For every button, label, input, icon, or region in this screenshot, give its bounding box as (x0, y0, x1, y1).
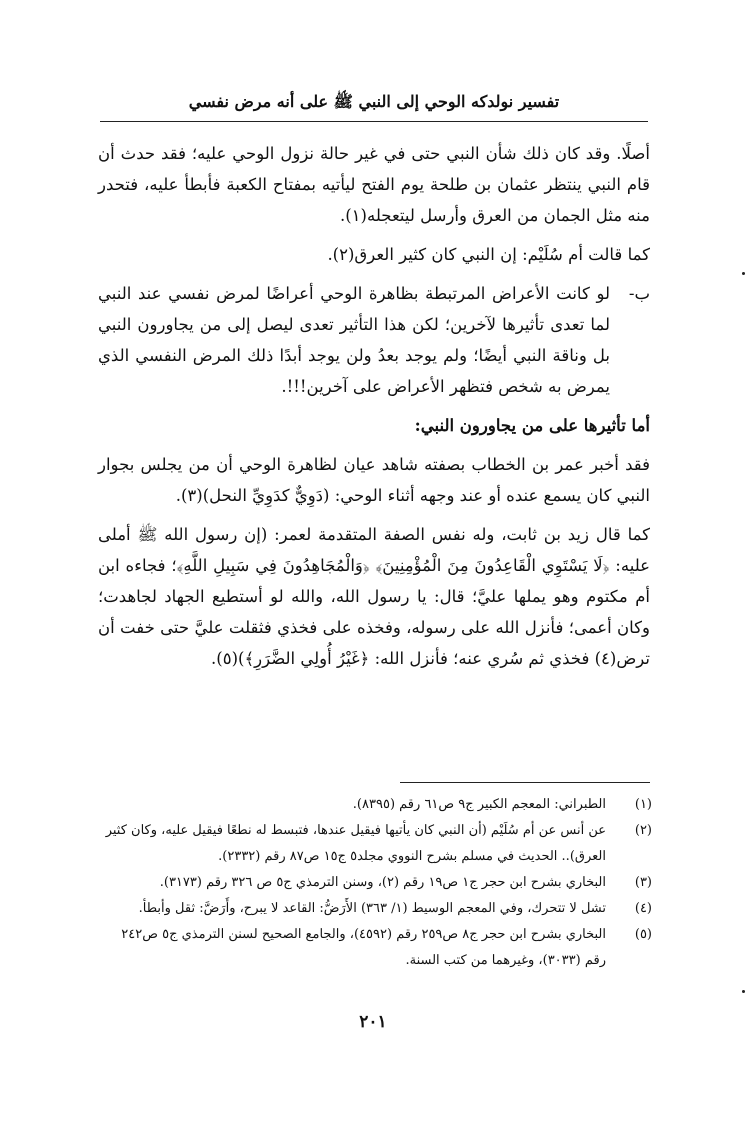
footnote-number: (٥) (634, 927, 652, 942)
paragraph-1: أصلًا. وقد كان ذلك شأن النبي حتى في غير حالة نزول الوحي عليه؛ فقد حدث أن قام النبي ينتظر عثمان بن طلحة يوم الفتح ليأتيه بمفتاح الكعبة فأبطأ عليه، فتحدر منه مثل الجمان من العرق وأرسل ليتعجله(١). (98, 144, 650, 225)
paragraph-3: فقد أخبر عمر بن الخطاب بصفته شاهد عيان لظاهرة الوحي أن من يجلس بجوار النبي كان يسمع عنده أو عند وجهه أثناء الوحي: (دَوِيٌّ كدَوِيِّ النحل)(٣). (98, 455, 650, 505)
footnote-number: (١) (634, 797, 652, 812)
footnote-text: الطبراني: المعجم الكبير ج٩ ص٦١ رقم (٨٣٩٥). (352, 797, 606, 812)
scan-speck (742, 990, 745, 993)
footnote-4 (98, 896, 652, 922)
footnote-2 (98, 818, 652, 870)
list-item-b (98, 278, 650, 402)
footnote-number: (٣) (634, 875, 652, 890)
paragraph-2: كما قالت أم سُلَيْم: إن النبي كان كثير العرق(٢). (327, 245, 650, 264)
footnote-text: البخاري بشرح ابن حجر ج١ ص١٩ رقم (٢)، وسنن الترمذي ج٥ ص ٣٢٦ رقم (٣١٧٣). (159, 875, 606, 890)
footnote-1 (98, 792, 652, 818)
footnote-3 (98, 870, 652, 896)
main-text (98, 138, 650, 682)
running-header: تفسير نولدكه الوحي إلى النبي ﷺ على أنه مرض نفسي (188, 92, 560, 111)
footnote-text: البخاري بشرح ابن حجر ج٨ ص٢٥٩ رقم (٤٥٩٢)، والجامع الصحيح لسنن الترمذي ج٥ ص٢٤٢ رقم (٣٠٣٣)، وغيرهما من كتب السنة. (121, 927, 606, 968)
footnote-number: (٤) (634, 901, 652, 916)
list-item-b-text: لو كانت الأعراض المرتبطة بظاهرة الوحي أعراضًا لمرض نفسي عند النبي لما تعدى تأثيرها لآخرين؛ لكن هذا التأثير تعدى ليصل إلى من يجاورون النبي بل وناقة النبي أيضًا؛ ولم يوجد بعدُ ولن يوجد أبدًا ذلك المرض النفسي الذي يمرض به شخص فتظهر الأعراض على آخرين!!!. (98, 284, 610, 396)
footnotes (98, 792, 652, 974)
footnote-number: (٢) (634, 823, 652, 838)
subheading: أما تأثيرها على من يجاورون النبي: (414, 416, 650, 435)
footnote-text: تشل لا تتحرك، وفي المعجم الوسيط (١/ ٣٦٣) الأَرَضُّ: القاعد لا يبرح، وأَرَضَّ: ثقل وأبطأ. (138, 901, 606, 916)
footnote-rule (400, 782, 650, 783)
page-number: ٢٠١ (359, 1012, 387, 1032)
header-rule (100, 121, 648, 122)
footnote-5 (98, 922, 652, 974)
footnote-text: عن أنس عن أم سُلَيْم (أن النبي كان يأتيها فيقيل عندها، فتبسط له نطعًا فيقيل عليه، وكان كثير العرق).. الحديث في مسلم بشرح النووي مجلد٥ ج١٥ ص٨٧ رقم (٢٣٣٢). (105, 823, 606, 864)
list-item-b-letter: ب- (628, 284, 650, 303)
scan-speck (742, 272, 745, 275)
paragraph-4: كما قال زيد بن ثابت، وله نفس الصفة المتقدمة لعمر: (إن رسول الله ﷺ أملى عليه: ﴿لَا يَسْتَوِي الْقَاعِدُونَ مِنَ الْمُؤْمِنِينَ﴾ ﴿وَالْمُجَاهِدُونَ فِي سَبِيلِ اللَّهِ﴾؛ فجاءه ابن أم مكتوم وهو يملها عليَّ؛ قال: يا رسول الله، والله لو أستطيع الجهاد لجاهدت؛ وكان أعمى؛ فأنزل الله على رسوله، وفخذه على فخذي فثقلت عليَّ حتى خفت أن ترض(٤) فخذي ثم سُري عنه؛ فأنزل الله: ﴿غَيْرُ أُولِي الضَّرَرِ﴾)(٥). (98, 525, 650, 668)
